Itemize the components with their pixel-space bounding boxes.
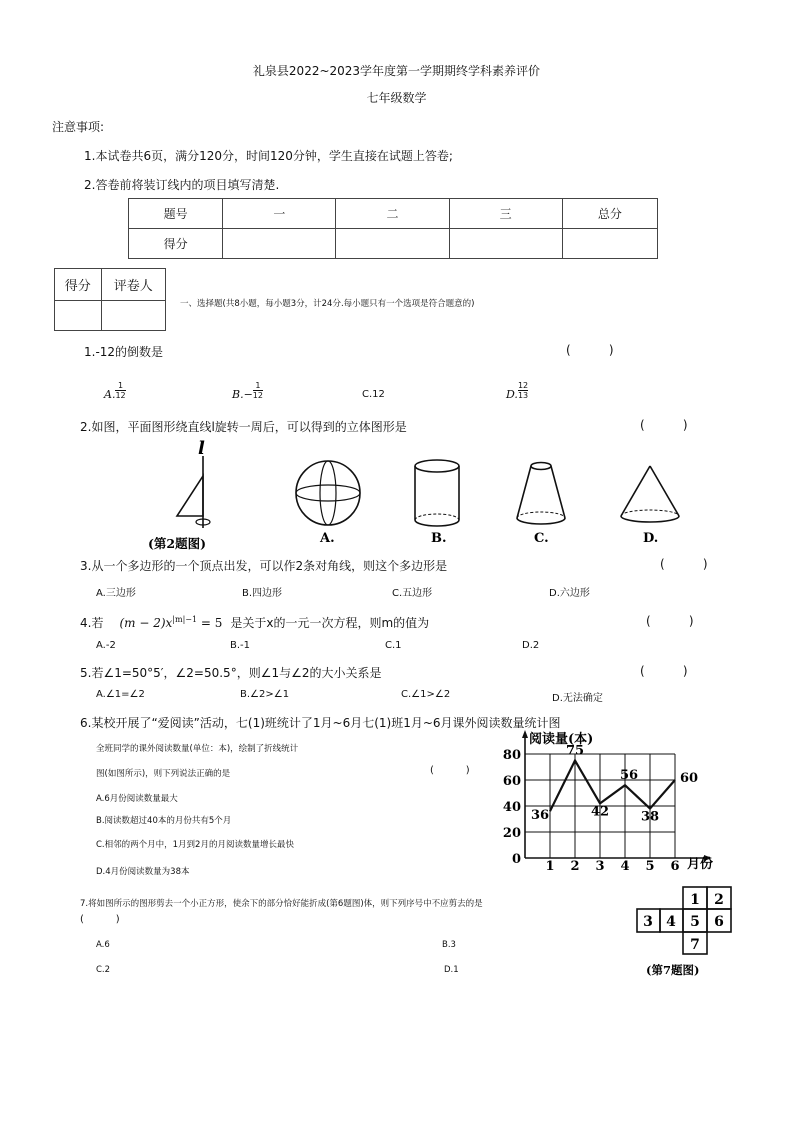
x-tick-label: 5: [645, 859, 655, 870]
q7-answer-bracket[interactable]: ( ): [80, 914, 120, 925]
score-table-header: 总分: [562, 199, 657, 229]
data-label: 42: [590, 804, 610, 820]
score-table-header: 一: [223, 199, 336, 229]
score-table-header: 题号: [129, 199, 223, 229]
net-label-6: 6: [714, 914, 724, 930]
q2-answer-bracket[interactable]: ( ): [640, 418, 688, 432]
q2-sphere-meridian: [320, 461, 336, 525]
data-label: 75: [565, 743, 585, 759]
q1-option-b-prefix: B.−: [232, 387, 253, 401]
q1-stem: 1.-12的倒数是: [84, 345, 164, 359]
q2-frustum-bottom: [517, 518, 565, 524]
q4-stem: [80, 614, 429, 631]
x-axis-label: 月份: [687, 857, 714, 870]
q7-fig-caption: (第7题图): [646, 963, 700, 977]
score-cell[interactable]: [223, 229, 336, 259]
score-table: [128, 198, 658, 259]
score-cell[interactable]: [336, 229, 449, 259]
q5-option-c: C.∠1>∠2: [401, 689, 451, 700]
q2-frustum-top: [531, 463, 551, 470]
q5-option-b: B.∠2>∠1: [240, 689, 290, 700]
q3-option-a: A.三边形: [96, 588, 136, 599]
net-label-3: 3: [643, 914, 653, 930]
q6-option-b: B.阅读数超过40本的月份共有5个月: [96, 816, 232, 826]
q1-option-d-numerator: 12: [517, 381, 529, 390]
q4-stem-suffix: 是关于x的一元一次方程，则m的值为: [230, 616, 430, 630]
grader-name-label: 评卷人: [101, 269, 165, 301]
q5-stem: 5.若∠1=50°5′，∠2=50.5°，则∠1与∠2的大小关系是: [80, 666, 382, 680]
section1-title: 一、选择题(共8小题，每小题3分，计24分.每小题只有一个选项是符合题意的): [180, 299, 475, 309]
q3-option-b: B.四边形: [242, 588, 283, 599]
q5-option-d: D.无法确定: [552, 693, 603, 704]
q1-option-a-prefix: A.: [104, 387, 116, 401]
q3-option-d: D.六边形: [549, 588, 590, 599]
x-tick-label: 4: [620, 859, 630, 870]
q7-cube-net: [634, 884, 734, 984]
y-tick-label: 20: [502, 826, 521, 841]
q7-option-d: D.1: [444, 965, 459, 975]
q2-cylinder-bottom: [415, 520, 459, 526]
score-table-label: 得分: [129, 229, 223, 259]
data-label: 36: [530, 808, 550, 824]
q1-option-a-numerator: 1: [115, 381, 125, 391]
notes-item-1: 1.本试卷共6页，满分120分，时间120分钟，学生直接在试题上答卷;: [84, 149, 453, 163]
net-label-7: 7: [690, 937, 700, 953]
q1-option-d-prefix: D.: [506, 387, 518, 401]
grader-score-label: 得分: [55, 269, 102, 301]
q7-stem: 7.将如图所示的图形剪去一个小正方形，使余下的部分恰好能折成(第6题图)体，则下列序号中不应剪去的是: [80, 899, 483, 909]
q1-option-c: C.12: [362, 389, 385, 400]
data-label: 56: [619, 768, 639, 784]
score-table-header: 三: [449, 199, 562, 229]
exam-title: 礼泉县2022~2023学年度第一学期期终学科素养评价: [252, 64, 541, 78]
q4-stem-prefix: 4.若: [80, 616, 104, 630]
y-tick-label: 40: [502, 800, 521, 815]
q6-option-a: A.6月份阅读数量最大: [96, 794, 178, 804]
q6-option-d: D.4月份阅读数量为38本: [96, 867, 190, 877]
q6-option-c: C.相邻的两个月中，1月到2月的月阅读数量增长最快: [96, 840, 294, 850]
q4-formula-exponent: |m|−1: [172, 615, 198, 624]
q6-line-1: 全班同学的课外阅读数量(单位：本)，绘制了折线统计: [96, 744, 299, 754]
q2-sphere-equator: [296, 485, 360, 501]
q4-answer-bracket[interactable]: ( ): [646, 614, 694, 628]
net-label-2: 2: [714, 892, 724, 908]
q2-stem: 2.如图，平面图形绕直线l旋转一周后，可以得到的立体图形是: [80, 420, 407, 434]
y-tick-label: 80: [502, 748, 521, 763]
q2-cylinder-top: [415, 460, 459, 472]
y-axis-arrow: [522, 730, 528, 738]
net-label-4: 4: [666, 914, 676, 930]
chart-title: 阅读量(本): [529, 732, 594, 747]
q2-cone-side-right: [650, 466, 679, 516]
q2-label-a: A.: [320, 531, 335, 546]
q4-option-b: B.-1: [230, 640, 251, 651]
q2-label-c: C.: [534, 531, 549, 546]
q2-triangle: [177, 476, 203, 516]
q6-stem: 6.某校开展了“爱阅读”活动，七(1)班统计了1月~6月七(1)班1月~6月课外阅读数量统计图: [80, 716, 561, 730]
q2-fig-caption: (第2题图): [148, 536, 207, 551]
y-tick-label: 0: [511, 852, 521, 867]
score-cell[interactable]: [449, 229, 562, 259]
q2-frustum-side-left: [517, 466, 531, 518]
q4-option-c: C.1: [385, 640, 402, 651]
q2-cone-side-left: [621, 466, 650, 516]
x-tick-label: 3: [595, 859, 605, 870]
q6-line-chart: [495, 730, 725, 870]
data-label: 38: [640, 809, 660, 825]
q3-option-c: C.五边形: [392, 588, 433, 599]
q4-formula-base: (m − 2)x: [119, 616, 173, 630]
q4-option-a: A.-2: [96, 640, 116, 651]
q2-frustum-bottom-hidden: [517, 512, 565, 518]
q7-option-a: A.6: [96, 940, 110, 950]
grader-box: [54, 268, 166, 331]
q2-cylinder-bottom-hidden: [415, 514, 459, 520]
x-tick-label: 2: [570, 859, 580, 870]
q2-label-d: D.: [643, 531, 659, 546]
q3-answer-bracket[interactable]: ( ): [660, 557, 708, 571]
notes-heading: 注意事项:: [52, 120, 105, 134]
score-cell[interactable]: [562, 229, 657, 259]
q3-stem: 3.从一个多边形的一个顶点出发，可以作2条对角线，则这个多边形是: [80, 559, 448, 573]
q4-option-d: D.2: [522, 640, 540, 651]
q2-cone-bottom-hidden: [621, 510, 679, 516]
q5-answer-bracket[interactable]: ( ): [640, 664, 688, 678]
x-tick-label: 6: [670, 859, 680, 870]
series-line: [550, 761, 675, 812]
q1-option-a: [104, 381, 126, 400]
q2-frustum-side-right: [551, 466, 565, 518]
x-tick-label: 1: [545, 859, 555, 870]
q1-option-b: [232, 381, 263, 400]
q7-option-c: C.2: [96, 965, 111, 975]
y-tick-label: 60: [502, 774, 521, 789]
net-label-5: 5: [690, 914, 700, 930]
notes-item-2: 2.答卷前将装订线内的项目填写清楚.: [84, 178, 280, 192]
grader-score-cell[interactable]: [55, 301, 102, 331]
q1-option-b-numerator: 1: [253, 381, 263, 391]
q6-line-2: 图(如图所示)，则下列说法正确的是: [96, 769, 231, 779]
q2-axis-label: l: [198, 438, 205, 459]
q2-cone-bottom: [621, 516, 679, 522]
q4-formula-tail: = 5: [197, 616, 223, 630]
q4-formula: [119, 616, 222, 630]
q6-answer-bracket[interactable]: ( ): [430, 765, 470, 776]
q7-option-b: B.3: [442, 940, 456, 950]
q1-answer-bracket[interactable]: ( ): [566, 343, 614, 357]
q2-label-b: B.: [431, 531, 447, 546]
q1-option-d-denominator: 13: [517, 391, 529, 400]
exam-subtitle: 七年级数学: [366, 91, 427, 105]
q1-option-d: [506, 381, 528, 400]
net-label-1: 1: [690, 892, 700, 908]
q2-sphere: [296, 461, 360, 525]
q1-option-b-denominator: 12: [252, 391, 263, 400]
data-label: 60: [679, 771, 699, 786]
q1-option-a-denominator: 12: [115, 391, 126, 400]
q5-option-a: A.∠1=∠2: [96, 689, 145, 700]
grader-name-cell[interactable]: [101, 301, 165, 331]
score-table-header: 二: [336, 199, 449, 229]
q2-figures: [0, 436, 793, 556]
